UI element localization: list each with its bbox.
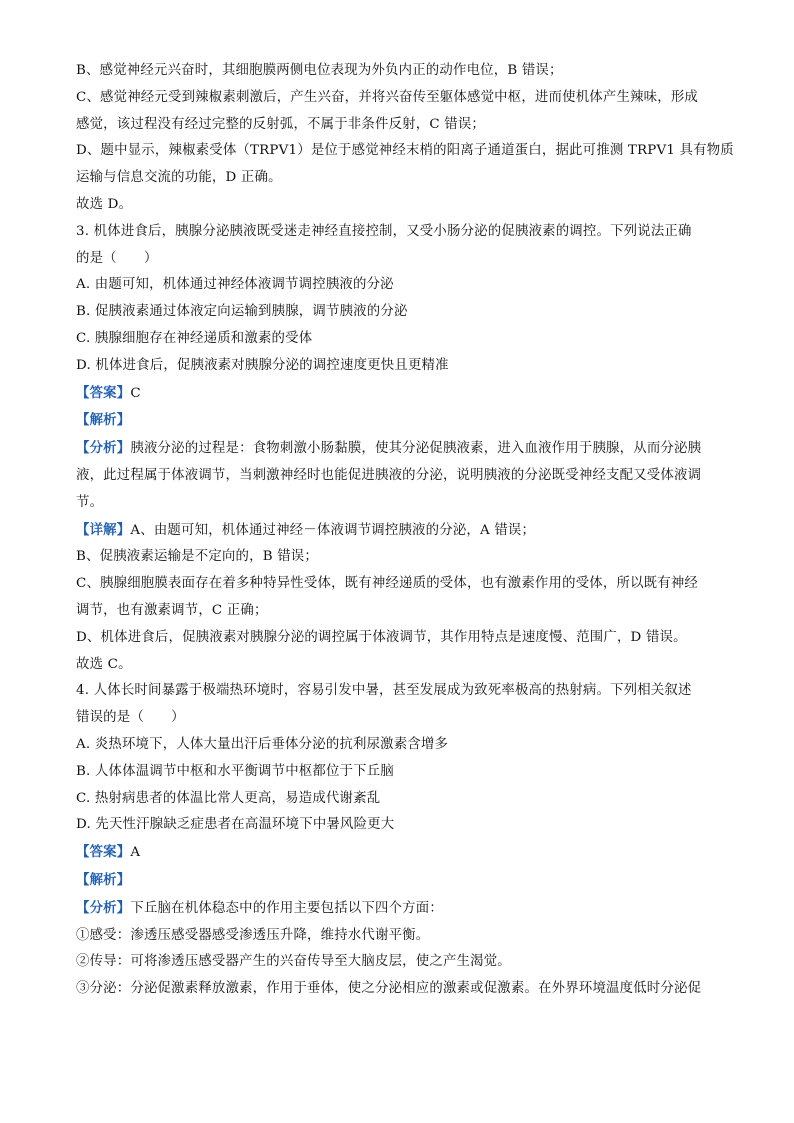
text-line [76, 435, 721, 463]
text-line [76, 246, 721, 273]
text-line [76, 923, 721, 950]
line-text: 的是（ ） [76, 250, 158, 266]
line-text: ③分泌：分泌促激素释放激素，作用于垂体，使之分泌相应的激素或促激素。在外界环境温度低时分泌促 [76, 981, 702, 997]
text-line [76, 786, 721, 813]
line-text: C、感觉神经元受到辣椒素刺激后，产生兴奋，并将兴奋传至躯体感觉中枢，进而使机体产生辣味，形成 [76, 89, 699, 105]
text-line [76, 112, 721, 139]
line-text: ②传导：可将渗透压感受器产生的兴奋传导至大脑皮层，使之产生渴觉。 [76, 954, 511, 970]
line-text: 故选 D。 [76, 196, 133, 212]
text-line [76, 326, 721, 353]
text-line [76, 544, 721, 571]
section-tag: 【详解】 [76, 521, 131, 538]
line-text: 节。 [76, 494, 104, 510]
line-text: 3. 机体进食后，胰腺分泌胰液既受迷走神经直接控制，又受小肠分泌的促胰液素的调控。下列说法正确 [76, 223, 692, 239]
line-text: ①感受：渗透压感受器感受渗透压升降，维持水代谢平衡。 [76, 927, 430, 943]
text-line [76, 490, 721, 517]
line-text: D、题中显示，辣椒素受体（TRPV1）是位于感觉神经末梢的阳离子通道蛋白，据此可推测 TRPV1 具有物质 [76, 143, 734, 159]
text-line [76, 138, 734, 165]
text-line [76, 571, 721, 598]
text-line [76, 85, 721, 112]
line-text: 运输与信息交流的功能，D 正确。 [76, 170, 282, 186]
line-text: B. 促胰液素通过体液定向运输到胰腺，调节胰液的分泌 [76, 304, 408, 320]
section-tag: 【解析】 [76, 412, 131, 429]
text-line [76, 678, 721, 705]
line-text: 错误的是（ ） [76, 710, 185, 726]
text-line [76, 192, 721, 219]
text-line [76, 353, 721, 380]
text-line [76, 812, 721, 839]
line-text: 下丘脑在机体稳态中的作用主要包括以下四个方面： [130, 900, 443, 916]
line-text: A. 炎热环境下，人体大量出汗后垂体分泌的抗利尿激素含增多 [76, 736, 449, 752]
line-text: C. 胰腺细胞存在神经递质和激素的受体 [76, 330, 313, 346]
line-text: A [130, 845, 141, 861]
text-line [76, 839, 721, 867]
text-line [76, 380, 721, 408]
text-line [76, 652, 721, 679]
line-text: 故选 C。 [76, 656, 132, 672]
line-text: 感觉，该过程没有经过完整的反射弧，不属于非条件反射，C 错误； [76, 116, 486, 132]
line-text: B、感觉神经元兴奋时，其细胞膜两侧电位表现为外负内正的动作电位，B 错误； [76, 63, 563, 78]
line-text: C、胰腺细胞膜表面存在着多种特异性受体，既有神经递质的受体，也有激素作用的受体，所以既有神经 [76, 576, 699, 592]
text-line [76, 759, 721, 786]
text-line [76, 517, 721, 545]
section-tag: 【分析】 [76, 440, 131, 457]
text-line [76, 732, 721, 759]
text-line [76, 219, 721, 246]
section-tag: 【答案】 [76, 384, 131, 401]
section-tag: 【分析】 [76, 899, 131, 916]
line-text: A. 由题可知，机体通过神经体液调节调控胰液的分泌 [76, 277, 394, 293]
line-text: C [130, 385, 141, 401]
text-line [76, 949, 721, 976]
line-text: D、机体进食后，促胰液素对胰腺分泌的调控属于体液调节，其作用特点是速度慢、范围广，D 错误。 [76, 629, 687, 645]
line-text: A、由题可知，机体通过神经－体液调节调控胰液的分泌，A 错误； [130, 522, 536, 538]
line-text: 胰液分泌的过程是：食物刺激小肠黏膜，使其分泌促胰液素，进入血液作用于胰腺，从而分泌胰 [130, 441, 702, 457]
section-tag: 【答案】 [76, 844, 131, 861]
text-line [76, 625, 721, 652]
text-line [76, 976, 721, 1003]
line-text: 调节，也有激素调节，C 正确； [76, 602, 268, 618]
document-page [76, 58, 734, 1003]
line-text: 液，此过程属于体液调节，当刺激神经时也能促进胰液的分泌，说明胰液的分泌既受神经支配又受体液调 [76, 467, 702, 483]
line-text: C. 热射病患者的体温比常人更高，易造成代谢紊乱 [76, 790, 381, 806]
section-tag: 【解析】 [76, 871, 131, 888]
text-line [76, 272, 721, 299]
line-text: B. 人体体温调节中枢和水平衡调节中枢都位于下丘脑 [76, 763, 394, 779]
text-line [76, 407, 721, 435]
text-line [76, 299, 721, 326]
text-line [76, 165, 721, 192]
text-line [76, 867, 721, 895]
line-text: 4. 人体长时间暴露于极端热环境时，容易引发中暑，甚至发展成为致死率极高的热射病。下列相关叙述 [76, 683, 692, 699]
line-text: D. 机体进食后，促胰液素对胰腺分泌的调控速度更快且更精准 [76, 357, 449, 373]
text-line [76, 895, 721, 923]
text-line [76, 58, 721, 85]
line-text: B、促胰液素运输是不定向的，B 错误； [76, 549, 318, 565]
line-text: D. 先天性汗腺缺乏症患者在高温环境下中暑风险更大 [76, 817, 395, 833]
text-line [76, 705, 721, 732]
text-line [76, 598, 721, 625]
text-line [76, 463, 721, 490]
